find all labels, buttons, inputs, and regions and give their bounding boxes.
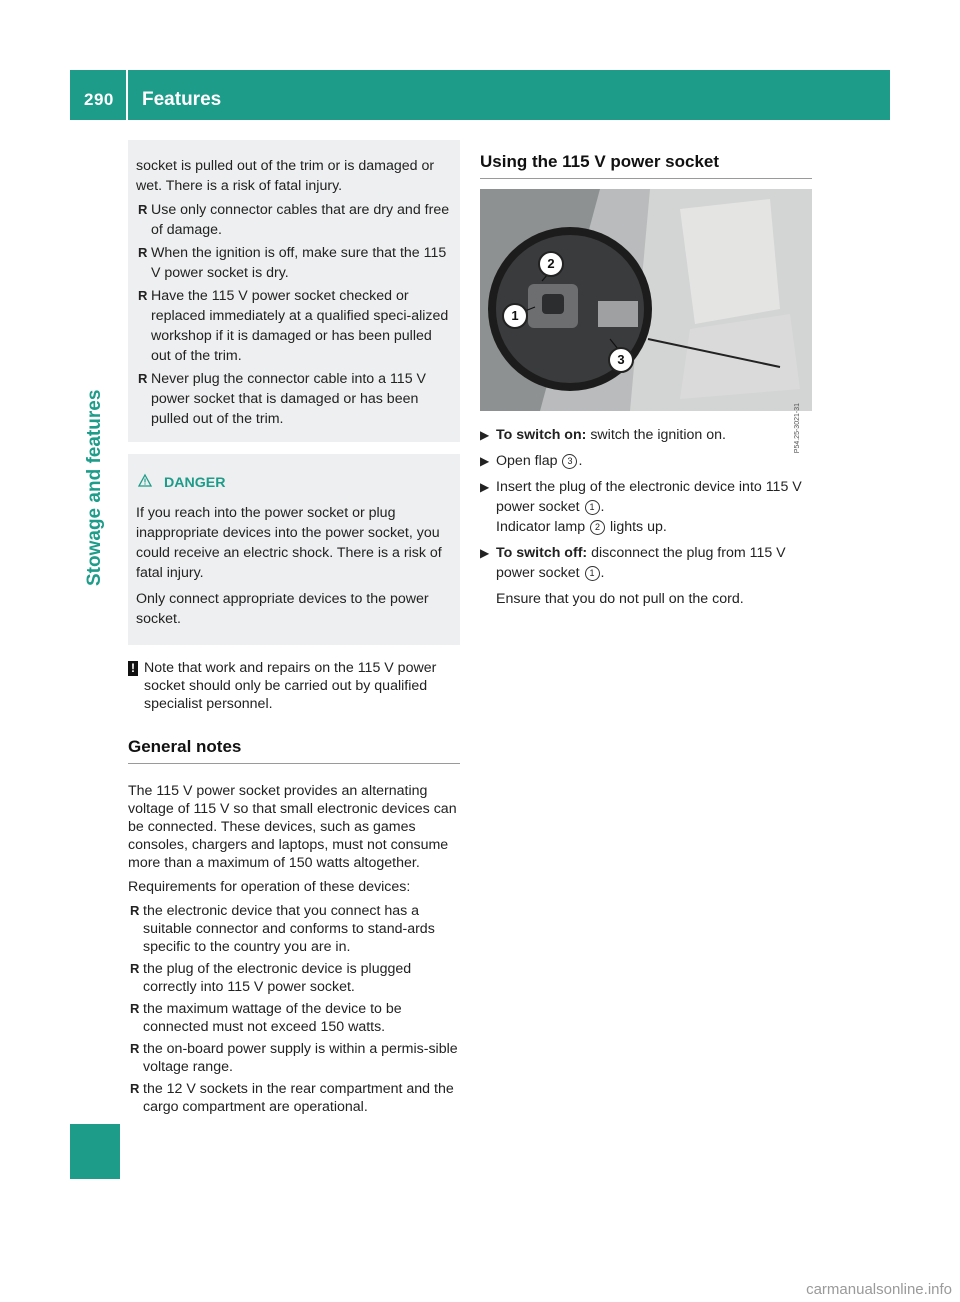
car-interior-image [480, 189, 812, 411]
note [128, 659, 460, 713]
step-switch-off: ▶ To switch off: disconnect the plug from 115 V power socket 1 . Ensure that you do not pull on the cord. [480, 543, 812, 609]
page-number: 290 [84, 90, 114, 109]
warning-intro: socket is pulled out of the trim or is damaged or wet. There is a risk of fatal injury. [136, 158, 435, 194]
power-socket-heading: Using the 115 V power socket [480, 152, 812, 179]
watermark: carmanualsonline.info [806, 1281, 952, 1298]
chapter-label-text: Stowage and features [84, 389, 105, 586]
general-text: The 115 V power socket provides an alternating voltage of 115 V so that small electronic devices can be connected. These devices, such as games consoles, chargers and laptops, must not consume more than a maximum of 150 watts altogether. [128, 783, 457, 871]
step-switch-on: ▶ To switch on: switch the ignition on. [480, 427, 726, 443]
list-item: R Have the 115 V power socket checked or replaced immediately at a qualified speci-alized workshop if it is damaged or has been pulled out of the trim. [138, 288, 449, 364]
exclamation-icon: ! [128, 661, 138, 676]
list-item: R the electronic device that you connect has a suitable connector and conforms to stand-ards specific to the country you are in. [130, 903, 435, 955]
list-item: R the on-board power supply is within a permis-sible voltage range. [130, 1041, 458, 1075]
danger-label: DANGER [164, 475, 226, 491]
step-note: Ensure that you do not pull on the cord. [496, 591, 744, 607]
note-text: Note that work and repairs on the 115 V power socket should only be carried out by qualified specialist personnel. [144, 660, 437, 712]
warning-triangle-icon [138, 472, 152, 492]
list-item: R the 12 V sockets in the rear compartment and the cargo compartment are operational. [130, 1081, 454, 1115]
section-title: Features [142, 89, 222, 110]
general-notes-heading: General notes [128, 737, 460, 764]
step-arrow-icon: ▶ [480, 546, 490, 560]
list-item: R Never plug the connector cable into a 115 V power socket that is damaged or has been pulled out of the trim. [138, 371, 426, 427]
left-column [128, 140, 460, 1120]
list-item: R Use only connector cables that are dry and free of damage. [138, 202, 450, 238]
callout-1: 1 [502, 303, 528, 329]
danger-text: If you reach into the power socket or plug inappropriate devices into the power socket, you could receive an electric shock. There is a risk of fatal injury. [136, 505, 442, 581]
step-arrow-icon: ▶ [480, 480, 490, 494]
callout-3: 3 [608, 347, 634, 373]
list-item: R When the ignition is off, make sure that the 115 V power socket is dry. [138, 245, 447, 281]
danger-box [128, 454, 460, 645]
step-insert-plug: ▶ Insert the plug of the electronic device into 115 V power socket 1 . Indicator lamp 2 lights up. [480, 479, 802, 535]
step-arrow-icon: ▶ [480, 454, 490, 468]
header-divider [126, 70, 128, 120]
requirements-intro: Requirements for operation of these devices: [128, 879, 411, 895]
general-notes [128, 782, 460, 1116]
list-item: R the maximum wattage of the device to be connected must not exceed 150 watts. [130, 1001, 402, 1035]
callout-2: 2 [538, 251, 564, 277]
step-arrow-icon: ▶ [480, 428, 490, 442]
list-item: R the plug of the electronic device is plugged correctly into 115 V power socket. [130, 961, 412, 995]
warning-box [128, 140, 460, 442]
step-open-flap: ▶ Open flap 3 . [480, 453, 583, 469]
danger-text-2: Only connect appropriate devices to the power socket. [136, 591, 429, 627]
image-credit: P54.25-3021-31 [794, 403, 801, 454]
danger-heading [136, 472, 452, 493]
right-column [480, 152, 812, 615]
chapter-tab [70, 1124, 120, 1179]
page-header [70, 70, 890, 120]
